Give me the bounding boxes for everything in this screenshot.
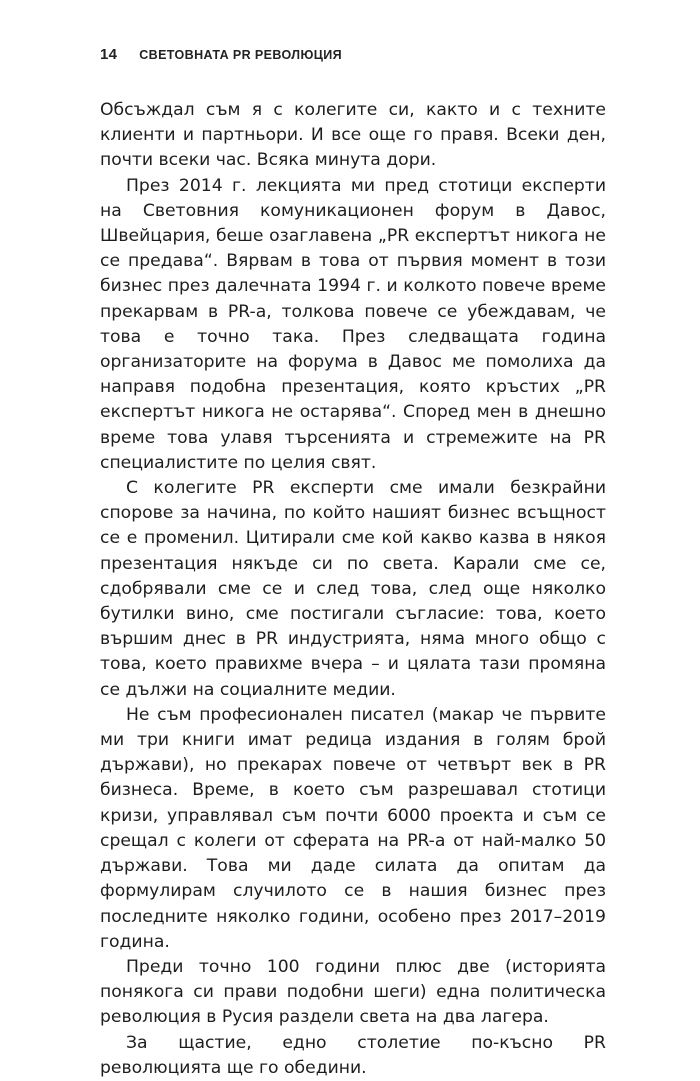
body-text <box>100 98 606 1081</box>
paragraph: През 2014 г. лекцията ми пред стотици експерти на Световния комуникационен форум в Давос, Швейцария, беше озаглавена „PR експертът никога не се предава“. Вярвам в това от първия момент в този бизнес през далечната 1994 г. и колкото повече време прекарвам в PR-а, толкова повече се убеждавам, че това е точно така. През следващата година организаторите на форума в Давос ме помолиха да направя подобна презентация, която кръстих „PR експертът никога не остарява“. Според мен в днешно време това улавя търсенията и стремежите на PR специалистите по целия свят. <box>100 175 606 473</box>
paragraph: Преди точно 100 години плюс две (историята понякога си прави подобни шеги) една политическа революция в Русия раздели света на два лагера. <box>100 956 606 1028</box>
running-header <box>100 46 342 63</box>
paragraph: Обсъждал съм я с колегите си, както и с техните клиенти и партньори. И все още го правя. Всеки ден, почти всеки час. Всяка минута дори. <box>100 100 606 171</box>
paragraph: Не съм професионален писател (макар че първите ми три книги имат редица издания в голям брой държави), но прекарах повече от четвърт век в PR бизнеса. Време, в което съм разрешавал стотици кризи, управлявал съм почти 6000 проекта и съм се срещал с колеги от сферата на PR-а от най-малко 50 държави. Това ми даде силата да опитам да формулирам случилото се в нашия бизнес през последните няколко години, особено през 2017–2019 година. <box>100 704 606 952</box>
page-number: 14 <box>100 46 118 63</box>
paragraph: За щастие, едно столетие по-късно PR революцията ще го обедини. <box>100 1032 606 1078</box>
paragraph: С колегите PR експерти сме имали безкрайни спорове за начина, по който нашият бизнес всъщност се е променил. Цитирали сме кой какво казва в някоя презентация някъде си по света. Карали сме се, сдобрявали сме се и след това, след още няколко бутилки вино, сме постигали съгласие: това, което вършим днес в PR индустрията, няма много общо с това, което правихме вчера – и цялата тази промяна се дължи на социалните медии. <box>100 478 606 700</box>
book-title: СВЕТОВНАТА PR РЕВОЛЮЦИЯ <box>139 48 343 62</box>
